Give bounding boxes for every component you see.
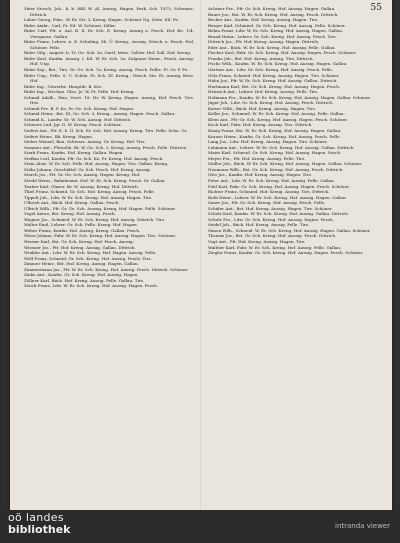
directory-entry: Tauber Karl, Glaser. Br. W. Aussig. Kreng. Hof. Dittrich. xyxy=(24,183,140,189)
directory-entry: Fischer Karl, Fabr. Gr. Sch. Kreng. Hof. Aussig. Hagen. Pesch. Schöner. xyxy=(208,50,357,56)
directory-entry: Lang Jos., Ldw. Hof. Kreng. Aussig. Hagen. Tirs. Schöner. xyxy=(208,139,328,145)
directory-entry: Jäger Joh., Ldw. Gr. Sch. Kreng. Hof. Aussig. Pesch. Dittrich. xyxy=(208,100,334,106)
directory-entry: Stein Alois, W. Er. Sch. Pelle. Hof. Aussig. Hagen. Tirs. Gallau. Kreng. xyxy=(24,161,169,167)
directory-entry: Koch Karl, Fabr. Hof. Kreng. Aussig. Tirs. Dittrich. xyxy=(208,122,313,128)
directory-entry: Hahn Jos., Pfr. W. Er. Sch. Kreng. Hof. Aussig. Gallau. Dittrich. xyxy=(208,78,338,84)
directory-entry: Ziegler Franz, Kaufm. Gr. Sch. Kreng. Hof. Aussig. Hagen. Pesch. Schöner. xyxy=(208,250,364,256)
viewer-label[interactable]: intranda viewer xyxy=(335,522,390,530)
directory-entry: Rider Gilg., Angest. b. Tr. Ge. Sch. 3a, Gartl, Mess. Vollstr. Hof. Zoll. Hof. Kreng. xyxy=(24,50,192,56)
document-page xyxy=(10,0,392,510)
directory-entry: Schulz Frz., Ldw. Gr. Sch. Kreng. Hof. Aussig. Hagen. Pesch. xyxy=(208,216,334,222)
directory-entry: König Franz, Bst. W. Er. Sch. Kreng. Hof. Aussig. Hagen. Gallau. xyxy=(208,128,342,134)
directory-entry: Zimmermann Jos., Pfr. W. Er. Sch. Kreng. Hof. Aussig. Pesch. Dittrich. Schöner. xyxy=(24,266,189,272)
directory-entry: Schmid Frz. B. P. Ko. Pr. Ge. Sch. Kreng. Hof. Hagen. xyxy=(24,105,135,111)
directory-entry: Pohl Karl, Fabr. Gr. Sch. Kreng. Hof. Aussig. Hagen. Pesch. Schöner. xyxy=(208,183,350,189)
directory-entry: Ullrich Wilh., Pfr. Gr. Ge. Sch. Aussig. Kreng. Hof. Hagen. Pelle. Schöner. xyxy=(24,205,176,211)
directory-entry: Walther Karl, Fabr. W. Er. Sch. Kreng. Hof. Aussig. Pelle. Gallau. xyxy=(208,244,342,250)
directory-entry: Wolf Franz, Schneid. Gr. Sch. Kreng. Hof. Aussig. Pesch. Tirs. xyxy=(24,255,152,261)
directory-entry: Sieber Wenzel, Bau. Schwarz. Aussig. Gr. Kreng. Hof. Tirs. xyxy=(24,139,146,145)
directory-entry: Vogel Anton, Bst. Kreng. Hof. Aussig. Pesch. xyxy=(24,211,116,217)
directory-entry: Seifert Heinr., Bk. Kreng. Hagen. xyxy=(24,133,94,139)
directory-entry: Schmid K., Landw. Gr. W. Sch. Aussig. Hof. Dittrich. xyxy=(24,116,132,122)
directory-entry: Keller Jos., Schmied. W. Er. Sch. Kreng. Hof. Aussig. Pelle. Gallau. xyxy=(208,111,345,117)
directory-entry: Simon Wilh., Schneid. W. Er. Sch. Kreng. Hof. Aussig. Hagen. Gallau. Schöner. xyxy=(208,227,371,233)
directory-entry: Neumann Wilh., Bst. Gr. Sch. Kreng. Hof. Aussig. Pesch. Dittrich. xyxy=(208,166,344,172)
directory-entry: Rider Sep., Bst., Tirs. Gr. Ge. Sch. 7a, Kreng. Aussig. Pesch. Pellic. Fi. Gr. P. Pe. xyxy=(24,67,189,73)
directory-entry: Seidel Joh., Bäck. Hof. Kreng. Aussig. Pelle. Tirs. xyxy=(208,222,310,228)
directory-entry: Böhm Franz, Ldw. W. Er. Sch. Kreng. Hof. Aussig. Hagen. Gallau. xyxy=(208,28,344,34)
directory-entry: Becker Ant., Kaufm. Hof. Kreng. Aussig. Hagen. Tirs. xyxy=(208,17,319,23)
directory-entry: Rider Karl, Kaufm. Aussig. I. Kil. W. Er. Sch. 3a, Zulgasse Heinr., Pesch, Aussig. Hof. Ung. xyxy=(24,55,194,67)
directory-entry: Zöllner Karl, Bäck. Hof. Kreng. Aussig. Pelle. Gallau. Tirs. xyxy=(24,277,145,283)
directory-entry: Schäfer Ant., Bst. Hof. Kreng. Aussig. Hagen. Tirs. Schöner. xyxy=(208,205,333,211)
directory-entry: Storch Jos., Pfr. Gr. Ge. Sch. Aussig. Hagen. Kreng. Hof. xyxy=(24,172,141,178)
directory-entry: Sommer Ant., Fleischh. Br. W. Ge. Sch. 3, Kreng. Aussig. Pesch. Pelle. Dittrich. xyxy=(24,144,188,150)
directory-entry: Rider Ing., Mechan. Glas. Je. W. Pr. Pelle. Hof. Kreng. xyxy=(24,89,135,95)
directory-entry: Hartmann Karl, Bst. Gr. Sch. Kreng. Hof. Aussig. Hagen. Pesch. xyxy=(208,83,341,89)
directory-entry: Wiesner Jos., Pfr. Hof. Kreng. Aussig. Gallau. Dittrich. xyxy=(24,244,136,250)
directory-entry: Vater Stosch, Joh., k. k. Hilf. W. Al. Aussig, Hagen, Pesk. Sch. 1873, Schemaz, Dittrich. xyxy=(24,6,194,17)
directory-entry: Strobl Herm., Bahnbeamt. Hof. W. Er. Sch. Kreng. Pesch. Gr. Gallau. xyxy=(24,177,166,183)
logo-line-1: oö landes xyxy=(8,511,64,524)
viewer-footer xyxy=(0,510,400,543)
page-number: 55 xyxy=(370,3,382,13)
directory-entry: Sauer Jos., Pfr. Gr. Sch. Kreng. Hof. Aussig. Pesch. Pelle. xyxy=(208,200,326,206)
directory-entry: Scholz Karl, Kaufm. W. Er. Sch. Kreng. Hof. Aussig. Gallau. Dittrich. xyxy=(208,211,350,217)
directory-entry: Schmid Adalb., Hau. Vorst. 18. Hr. W. Kreng. Hagen. Aussig. Hof. Pesch. Tirs. Hes. xyxy=(24,94,194,106)
directory-entry: Laber Georg, Fabr., W. Er. Str. 3, Kreng, Hagen. Schöner Ng. Zeitz. Kil. Pe. xyxy=(24,17,180,23)
directory-entry: Weber Franz, Kaufm. Hof. Aussig. Kreng. Gallau. Pesch. xyxy=(24,227,141,233)
directory-entry: Thomas Jos., Bst. Gr. Sch. Kreng. Hof. Aussig. Pesch. Dittrich. xyxy=(208,233,337,239)
directory-entry: Roth Heinr., Lehrer. W. Er. Sch. Kreng. Hof. Aussig. Hagen. Gallau. xyxy=(208,194,347,200)
directory-entry: Klein Ant., Pfr. Gr. Sch. Kreng. Hof. Aussig. Hagen. Pesch. Schöner. xyxy=(208,116,348,122)
directory-entry: Rider Franz, Lehrer. A. E. Schuling, Sh. Ü. Kreng., Aussig. Nitsch. u. Pesch. Hof, Schöner. Pelic. xyxy=(24,39,194,50)
directory-entry: Rider Ung., Pelle. S. U. Schön. Fr. Sch. Dl. Kreng., Nitsch. Ste. Et. Aussig. Bess. Hof. xyxy=(24,72,194,84)
directory-entry: Vogt Ant., Pfr. Hof. Kreng. Aussig. Hagen. Tirs. xyxy=(208,238,306,244)
directory-entry: Tippelt Joh., Ldw. W. Er. Sch. Kreng. Hof. Aussig. Hagen. Tirs. xyxy=(24,194,153,200)
library-logo[interactable] xyxy=(8,512,70,536)
directory-entry: Schwarz Lud. Jgr. D. W. Kreng. Pesch. Schöner. xyxy=(24,122,122,128)
directory-entry: Werner Karl, Bst. Gr. Sch. Kreng. Hof. Pesch. Aussig. xyxy=(24,238,134,244)
directory-entry: Eder Ant., Bäck. W. Er. Sch. Kreng. Hof. Aussig. Pelle. Gallau. xyxy=(208,44,336,50)
directory-entry: Rider Carl, Pfr. u. Anl. B. II, Er. Sch. E. Kreng. Aussig u. Pesch. Hof, Be. 1/4, Veregasse, Gallau. xyxy=(24,28,194,39)
directory-entry: Fuchs Wilh., Kaufm. W. Er. Sch. Kreng. Hof. Aussig. Hagen. Gallau. xyxy=(208,61,348,67)
logo-line-2: bibliothek xyxy=(8,523,71,536)
directory-entry: Maier Karl, Schneid. Gr. Sch. Kreng. Hof. Aussig. Hagen. Pesch. xyxy=(208,150,342,156)
directory-entry: Thiel Franz, Schneid. Gr. Sch. Hof. Kreng. Aussig. Pesch. Pelle. xyxy=(24,189,155,195)
left-column xyxy=(24,6,194,504)
directory-entry: Peter Ant., Ldw. W. Er. Sch. Kreng. Hof. Aussig. Pelle. Gallau. xyxy=(208,177,335,183)
page-fold xyxy=(200,0,201,510)
directory-entry: Lehmann Ant., Lehrer. W. Er. Sch. Kreng. Hof. Aussig. Gallau. Dittrich. xyxy=(208,144,355,150)
directory-entry: Richter Franz, Schmied. Hof. Kreng. Aussig. Tirs. Dittrich. xyxy=(208,189,330,195)
directory-entry: Berger Karl, Schmied. Gr. Sch. Kreng. Hof. Aussig. Pelle. Schöner. xyxy=(208,22,346,28)
directory-entry: Meyer Frz., Pfr. Hof. Kreng. Aussig. Pelle. Tirs. xyxy=(208,155,306,161)
directory-entry: Wagner Jos., Schmied. W. Er. Sch. Kreng. Hof. Aussig. Dittrich. Tirs. xyxy=(24,216,166,222)
directory-entry: Ulbrich Ant., Bäck. Hof. Kreng. Gallau. Pesch. xyxy=(24,200,120,206)
directory-entry: Götz Franz, Schneid. Hof. Kreng. Aussig. Hagen. Tirs. Schöner. xyxy=(208,72,340,78)
directory-entry: Krause Heinr., Kaufm. Gr. Sch. Kreng. Hof. Aussig. Pesch. Pelle. xyxy=(208,133,341,139)
right-column xyxy=(208,6,378,504)
directory-entry: Walter Emil, Lehrer. Gr. Sch. Pelle. Kreng. Hof. Hagen. xyxy=(24,222,138,228)
directory-entry: Zwick Franz, Ldw. W. Er. Sch. Kreng. Hof. Aussig. Hagen. Pesch. xyxy=(24,283,159,289)
directory-entry: Weiss Johann, Fabr. W. Er. Sch. Kreng. Hof. Aussig. Hagen. Tirs. Schöner. xyxy=(24,233,177,239)
directory-entry: Stöhr Johann, Geschäftsf. Gr. Sch. Pesch. Hof. Kreng. Aussig. xyxy=(24,166,151,172)
directory-entry: Heinrich Ant., Lehrer. Hof. Kreng. Aussig. Pelle. Tirs. xyxy=(208,89,319,95)
directory-entry: Winkler Ant., Ldw. W. Er. Sch. Kreng. Hof. Hagen. Aussig. Pelle. xyxy=(24,250,157,256)
directory-entry: Bauer Jos., Bst. W. Er. Sch. Kreng. Hof. Aussig. Pesch. Dittrich. xyxy=(208,11,339,17)
directory-entry: Rider Ambr., Carl, Pr. Ed. W. Schöner. Diller. xyxy=(24,22,116,28)
directory-entry: Kaiser Wilh., Bäck. Hof. Kreng. Aussig. Hagen. Tirs. xyxy=(208,105,317,111)
directory-entry: Gärtner Ant., Ldw. Gr. Sch. Kreng. Hof. Aussig. Pesch. Pelle. xyxy=(208,67,334,73)
directory-entry: Brand Heinr., Lehrer. Gr. Sch. Kreng. Hof. Aussig. Pesch. Tirs. xyxy=(208,33,337,39)
directory-entry: Schmid Heinr., Bst. III, Ge. Sch. 3, Kreng., Aussig. Hagen. Pesch. Gallau. xyxy=(24,111,176,117)
directory-entry: Müller Joh., Bäck. W. Er. Sch. Kreng. Hof. Aussig. Hagen. Gallau. Schöner. xyxy=(208,161,363,167)
directory-entry: Rider Ing., Gewerbe. Hauptdr. B. Kre. xyxy=(24,83,103,89)
directory-entry: Dittrich Jos., Pfr. Hof. Kreng. Aussig. Hagen. Dittrich. xyxy=(208,39,320,45)
directory-entry: Stark Franz, Kaufm. Hof. Kreng. Gallau. Hagen. xyxy=(24,150,124,156)
directory-entry: Zinke Ant., Kaufm. Gr. Sch. Kreng. Hof. Aussig. Hagen. xyxy=(24,272,139,278)
directory-entry: Zimmer Heinr., Bst. Hof. Kreng. Aussig. Hagen. Gallau. xyxy=(24,261,139,267)
directory-entry: Hofmann Frz., Kaufm. W. Er. Sch. Kreng. Hof. Aussig. Hagen. Gallau. Schöner. xyxy=(208,94,371,100)
directory-entry: Steffan Carl, Kaufm. Pfr. Gr. Sch. Ko. Pr. Kreng. Hof. Aussig. Pesch. xyxy=(24,155,164,161)
directory-entry: Achtner Frz., Pfr. Gr. Sch. Kreng. Hof. Aussig. Hagen. Gallau. xyxy=(208,6,336,11)
directory-entry: Seifert Ant., Pfr. E. S. II. Sch. Er. Sch. Hof. Aussig. Kreng. Tirs. Pelle. Schu. Gr. xyxy=(24,128,188,134)
directory-entry: Otto Jos., Kaufm. Hof. Kreng. Aussig. Hagen. Tirs. xyxy=(208,172,312,178)
directory-entry: Franke Joh., Bst. Hof. Kreng. Aussig. Tirs. Dittrich. xyxy=(208,55,314,61)
